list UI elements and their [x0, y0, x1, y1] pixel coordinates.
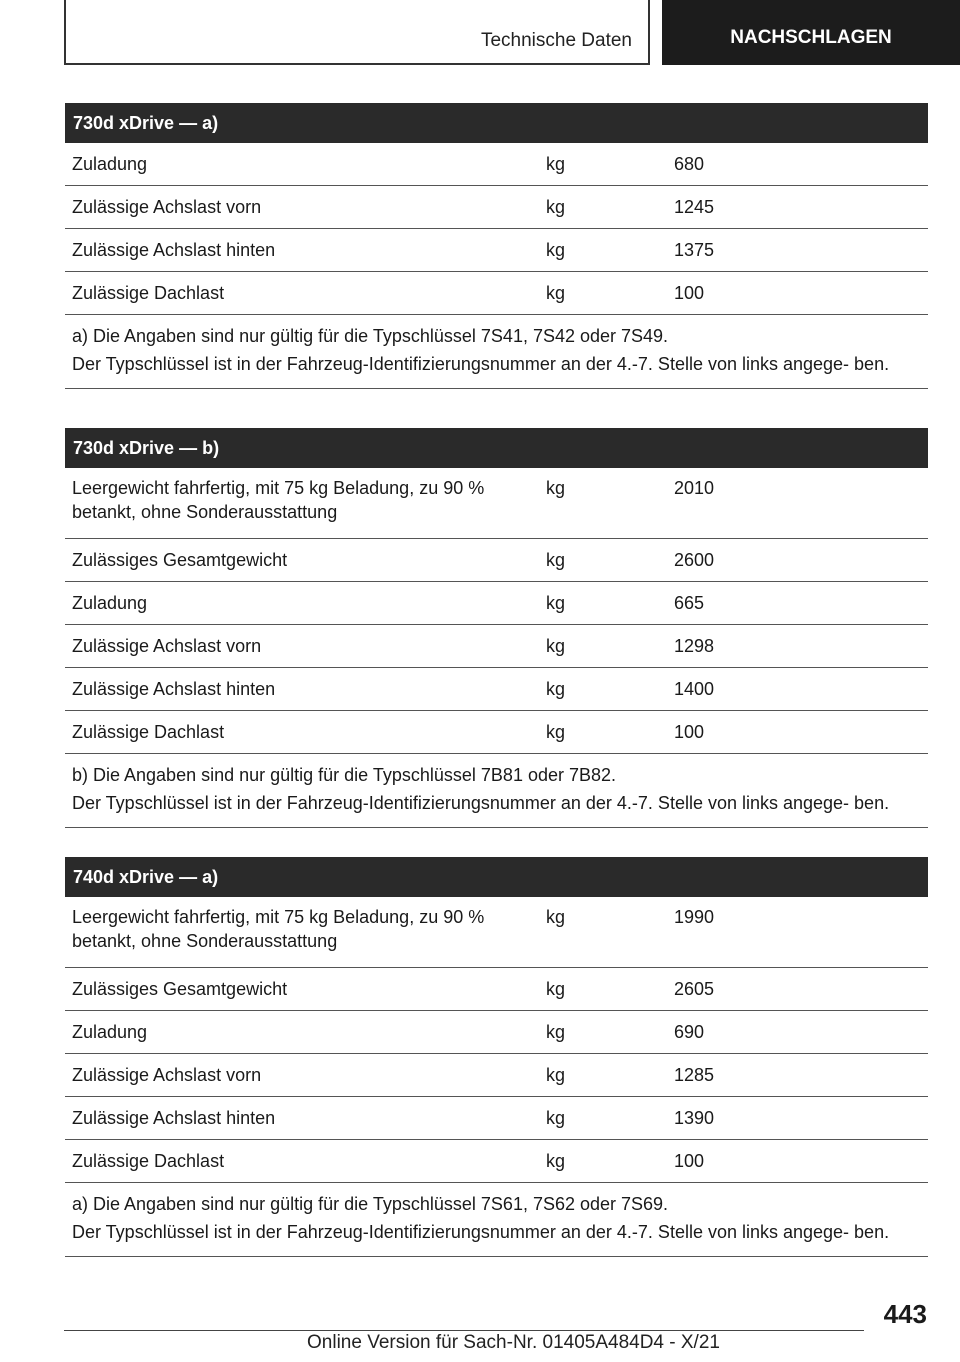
row-value: 1400 — [674, 679, 715, 699]
row-label: Zulässiges Gesamtgewicht — [72, 550, 288, 570]
header-section-title: Technische Daten — [480, 30, 632, 51]
table-title: 730d xDrive — a) — [65, 103, 928, 143]
row-label: Zulässige Achslast hinten — [72, 679, 276, 699]
row-label: Zulässige Achslast hinten — [72, 240, 276, 260]
row-unit: kg — [546, 722, 566, 742]
row-unit: kg — [546, 907, 566, 927]
header-separator — [648, 0, 650, 65]
row-label: Zulässige Achslast vorn — [72, 197, 262, 217]
table-row — [65, 229, 928, 272]
row-value: 1990 — [674, 907, 715, 927]
row-value: 1245 — [674, 197, 715, 217]
row-value: 100 — [674, 283, 705, 303]
row-value: 100 — [674, 1151, 705, 1171]
row-unit: kg — [546, 1151, 566, 1171]
row-value: 680 — [674, 154, 705, 174]
row-unit: kg — [546, 593, 566, 613]
footnote-typecode: Der Typschlüssel ist in der Fahrzeug-Identifizierungsnummer an der 4.-7. Stelle von links angege‐ ben. — [72, 793, 890, 813]
row-label: Zuladung — [72, 593, 148, 613]
header-bottom-border — [64, 63, 650, 65]
row-unit: kg — [546, 283, 566, 303]
row-unit: kg — [546, 636, 566, 656]
table-row — [65, 711, 928, 754]
table-footnotes — [65, 754, 928, 828]
footnote-typecode: Der Typschlüssel ist in der Fahrzeug-Identifizierungsnummer an der 4.-7. Stelle von links angege‐ ben. — [72, 354, 890, 374]
footnote-validity: a) Die Angaben sind nur gültig für die Typschlüssel 7S41, 7S42 oder 7S49. — [72, 326, 669, 346]
table-title: 740d xDrive — a) — [65, 857, 928, 897]
row-value: 1375 — [674, 240, 715, 260]
table-row — [65, 539, 928, 582]
row-label: Zulässige Achslast hinten — [72, 1108, 276, 1128]
table-row — [65, 897, 928, 968]
row-label: Leergewicht fahrfertig, mit 75 kg Beladung, zu 90 % betankt, ohne Sonderausstattung — [72, 478, 485, 522]
table-row — [65, 143, 928, 186]
table-row — [65, 468, 928, 539]
row-label: Zuladung — [72, 1022, 148, 1042]
table-row — [65, 1097, 928, 1140]
table-row — [65, 272, 928, 315]
footnote-validity: a) Die Angaben sind nur gültig für die Typschlüssel 7S61, 7S62 oder 7S69. — [72, 1194, 669, 1214]
spec-table-730d-a — [65, 103, 928, 389]
row-unit: kg — [546, 154, 566, 174]
row-unit: kg — [546, 197, 566, 217]
table-footnotes — [65, 1183, 928, 1257]
table-row — [65, 1054, 928, 1097]
row-value: 100 — [674, 722, 705, 742]
row-unit: kg — [546, 979, 566, 999]
row-label: Zulässige Dachlast — [72, 283, 225, 303]
table-row — [65, 582, 928, 625]
row-label: Zulässige Dachlast — [72, 722, 225, 742]
header-chapter-label: NACHSCHLAGEN — [730, 26, 892, 48]
table-title: 730d xDrive — b) — [65, 428, 928, 468]
table-row — [65, 668, 928, 711]
row-value: 2605 — [674, 979, 715, 999]
table-row — [65, 186, 928, 229]
row-label: Zulässige Achslast vorn — [72, 1065, 262, 1085]
table-row — [65, 625, 928, 668]
row-value: 1285 — [674, 1065, 715, 1085]
spec-table-740d-a — [65, 857, 928, 1257]
row-unit: kg — [546, 679, 566, 699]
row-label: Zuladung — [72, 154, 148, 174]
footnote-typecode: Der Typschlüssel ist in der Fahrzeug-Identifizierungsnummer an der 4.-7. Stelle von links angege‐ ben. — [72, 1222, 890, 1242]
row-unit: kg — [546, 550, 566, 570]
spec-table-730d-b — [65, 428, 928, 828]
table-row — [65, 1140, 928, 1183]
row-value: 665 — [674, 593, 705, 613]
row-unit: kg — [546, 1065, 566, 1085]
header-left-border — [64, 0, 66, 65]
row-value: 2010 — [674, 478, 715, 498]
row-value: 1298 — [674, 636, 715, 656]
page-number: 443 — [883, 1299, 927, 1329]
row-unit: kg — [546, 478, 566, 498]
row-value: 690 — [674, 1022, 705, 1042]
row-label: Zulässiges Gesamtgewicht — [72, 979, 288, 999]
footer-divider — [64, 1330, 864, 1331]
table-row — [65, 968, 928, 1011]
row-value: 1390 — [674, 1108, 715, 1128]
row-label: Zulässige Dachlast — [72, 1151, 225, 1171]
footnote-validity: b) Die Angaben sind nur gültig für die Typschlüssel 7B81 oder 7B82. — [72, 765, 617, 785]
row-label: Leergewicht fahrfertig, mit 75 kg Beladung, zu 90 % betankt, ohne Sonderausstattung — [72, 907, 485, 951]
table-row — [65, 1011, 928, 1054]
row-unit: kg — [546, 1108, 566, 1128]
row-unit: kg — [546, 240, 566, 260]
header-chapter-tab[interactable] — [662, 0, 960, 65]
row-label: Zulässige Achslast vorn — [72, 636, 262, 656]
row-value: 2600 — [674, 550, 715, 570]
footer-version-text: Online Version für Sach-Nr. 01405A484D4 - X/21 — [307, 1332, 720, 1353]
table-footnotes — [65, 315, 928, 389]
row-unit: kg — [546, 1022, 566, 1042]
